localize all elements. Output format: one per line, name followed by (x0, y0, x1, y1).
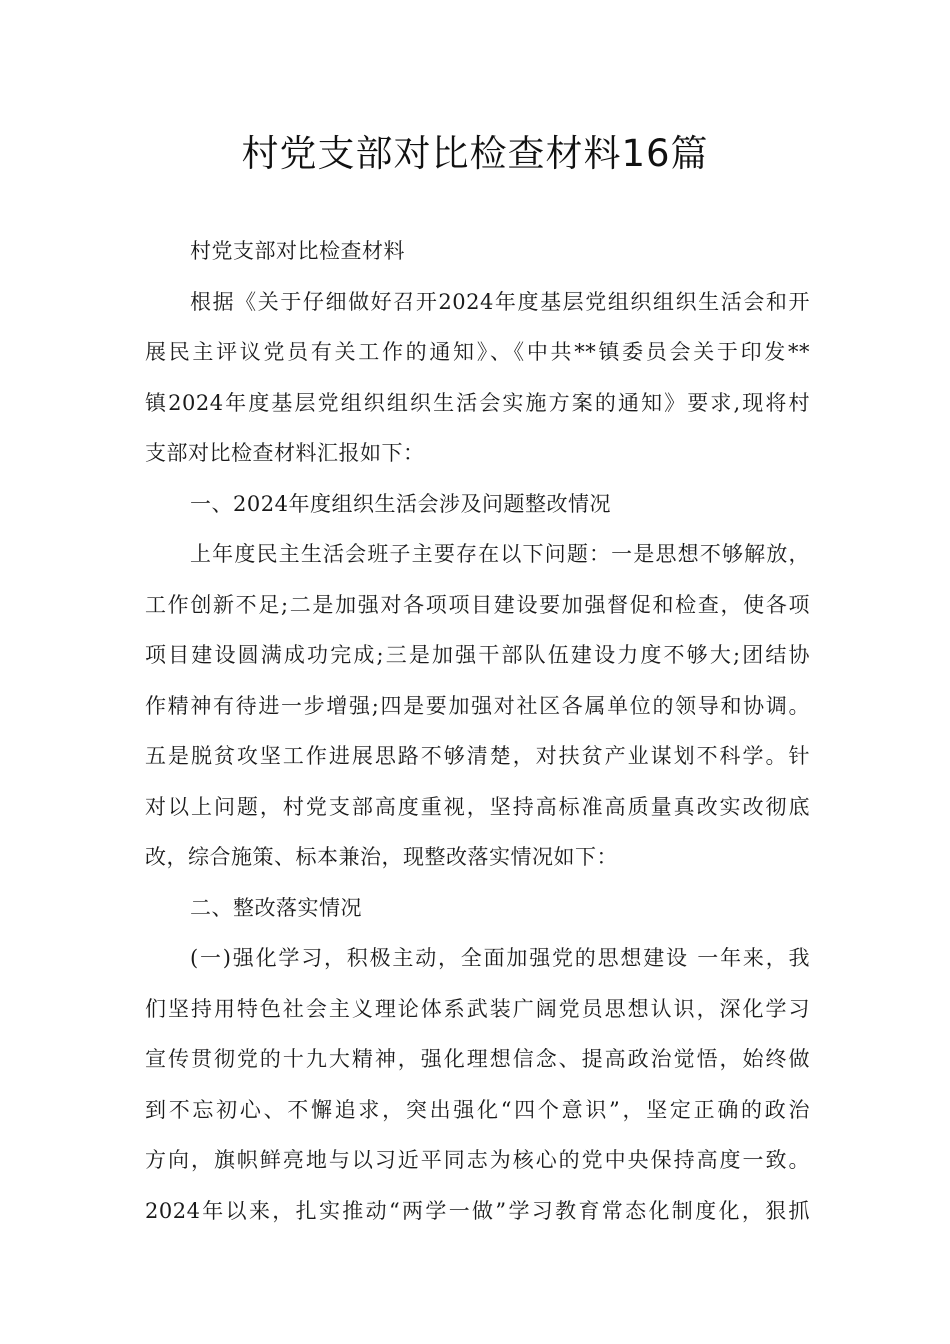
document-body (145, 226, 810, 1236)
text-line: 工作创新不足;二是加强对各项项目建设要加强督促和检查，使各项 (145, 592, 810, 617)
text-line: 上年度民主生活会班子主要存在以下问题：一是思想不够解放， (190, 542, 810, 566)
text-line: 支部对比检查材料汇报如下： (145, 441, 425, 465)
text-line: (一)强化学习，积极主动，全面加强党的思想建设 一年来，我 (190, 946, 810, 970)
text-line: 对以上问题，村党支部高度重视，坚持高标准高质量真改实改彻底 (145, 794, 810, 819)
text-line: 宣传贯彻党的十九大精神，强化理想信念、提高政治觉悟，始终做 (145, 1047, 810, 1071)
text-line: 镇2024年度基层党组织组织生活会实施方案的通知》要求,现将村 (145, 390, 810, 415)
text-line: 2024年以来，扎实推动“两学一做”学习教育常态化制度化，狠抓 (145, 1198, 810, 1223)
text-line: 一、2024年度组织生活会涉及问题整改情况 (190, 491, 611, 516)
text-line: 二、整改落实情况 (190, 895, 362, 920)
text-line: 村党支部对比检查材料 (190, 239, 405, 263)
text-line: 方向，旗帜鲜亮地与以习近平同志为核心的党中央保持高度一致。 (145, 1148, 810, 1172)
document-title: 村党支部对比检查材料16篇 (241, 132, 709, 175)
text-line: 展民主评议党员有关工作的通知》、《中共**镇委员会关于印发** (145, 340, 810, 364)
text-line: 改，综合施策、标本兼治，现整改落实情况如下： (145, 845, 618, 869)
text-line: 们坚持用特色社会主义理论体系武装广阔党员思想认识，深化学习 (145, 996, 810, 1021)
text-line: 项目建设圆满成功完成;三是加强干部队伍建设力度不够大;团结协 (145, 643, 810, 667)
text-line: 根据《关于仔细做好召开2024年度基层党组织组织生活会和开 (190, 289, 810, 314)
text-line: 到不忘初心、不懈追求，突出强化“四个意识”，坚定正确的政治 (145, 1097, 810, 1122)
text-line: 五是脱贫攻坚工作进展思路不够清楚，对扶贫产业谋划不科学。针 (145, 744, 810, 768)
text-line: 作精神有待进一步增强;四是要加强对社区各属单位的领导和协调。 (145, 693, 810, 718)
